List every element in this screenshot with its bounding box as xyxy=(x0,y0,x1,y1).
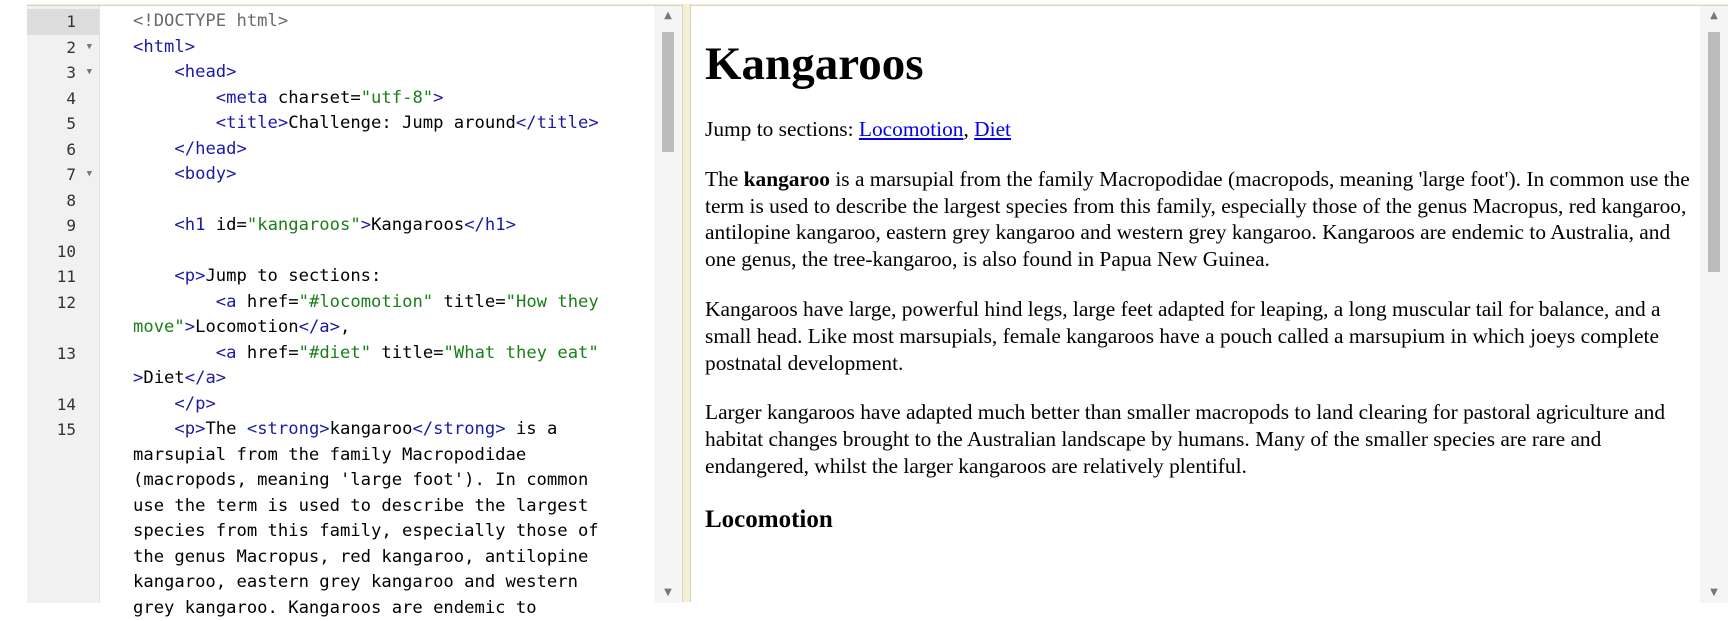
link-locomotion[interactable]: Locomotion xyxy=(858,117,964,141)
fold-arrow-icon[interactable]: ▼ xyxy=(86,41,92,52)
line-number: 11 xyxy=(56,267,76,286)
paragraph-anatomy: Kangaroos have large, powerful hind legs, large feet adapted for leaping, a long muscular tail for balance, and a small head. Like most marsupials, female kangaroos have a pouch called a marsupium in which joeys complete postnatal development. xyxy=(705,296,1661,375)
code-line[interactable] xyxy=(27,341,667,392)
line-number: 13 xyxy=(56,343,76,363)
pane-divider[interactable] xyxy=(682,4,691,602)
paragraph-intro-bold: kangaroo xyxy=(743,166,830,191)
code-text[interactable] xyxy=(99,188,667,214)
code-line[interactable] xyxy=(27,137,667,163)
code-text[interactable]: <a href="#diet" title="What they eat" >Diet</a> xyxy=(133,342,599,388)
code-editor[interactable] xyxy=(27,5,682,618)
line-number: 14 xyxy=(56,394,76,414)
code-text[interactable]: <p>Jump to sections: xyxy=(174,266,382,286)
preview-heading: Kangaroos xyxy=(705,38,924,90)
fold-arrow-icon[interactable]: ▼ xyxy=(86,169,92,179)
paragraph-intro xyxy=(705,166,1695,273)
scroll-down-arrow-icon[interactable]: ▼ xyxy=(664,587,672,598)
line-number: 8 xyxy=(66,190,76,210)
code-text[interactable]: <meta charset="utf-8"> xyxy=(215,87,444,108)
code-line[interactable] xyxy=(27,162,667,188)
code-line[interactable] xyxy=(27,290,667,341)
code-line[interactable] xyxy=(27,9,667,35)
fold-arrow-icon[interactable]: ▼ xyxy=(86,67,92,77)
line-number: 9 xyxy=(66,216,76,235)
code-line[interactable] xyxy=(27,213,667,239)
code-text[interactable]: <p>The <strong>kangaroo</strong> is a marsupial from the family Macropodidae (macropods, meaning 'large foot'). In common use the term is used to describe the largest species from this family, especially those of the genus Macropus, red kangaroo, antilopine kangaroo, eastern grey kangaroo and western grey kangaroo. Kangaroos are endemic to xyxy=(133,419,599,618)
line-number: 5 xyxy=(66,114,76,133)
line-number: 15 xyxy=(56,420,76,439)
line-number: 4 xyxy=(66,88,76,108)
line-number: 1 xyxy=(27,9,99,35)
editor-scrollbar-thumb[interactable] xyxy=(662,32,674,152)
line-number: 12 xyxy=(56,292,76,312)
code-line[interactable] xyxy=(27,188,667,214)
jump-label: Jump to sections: xyxy=(705,117,859,141)
scroll-up-arrow-icon[interactable]: ▲ xyxy=(664,10,672,21)
code-line[interactable] xyxy=(27,86,667,112)
code-text[interactable]: <!DOCTYPE html> xyxy=(133,11,289,31)
code-line[interactable] xyxy=(27,35,667,61)
line-number: 6 xyxy=(66,139,76,159)
preview-pane xyxy=(691,5,1728,603)
app-window xyxy=(27,4,1728,618)
code-text[interactable]: <head> xyxy=(174,62,237,82)
code-line[interactable] xyxy=(27,392,667,418)
code-line[interactable] xyxy=(27,239,667,265)
code-text[interactable] xyxy=(99,239,667,265)
code-line[interactable] xyxy=(27,60,667,86)
line-number: 3 ▼ xyxy=(27,60,99,86)
paragraph-habitat: Larger kangaroos have adapted much better than smaller macropods to land clearing for pastoral agriculture and habitat changes brought to the Australian landscape by humans. Many of the smaller species are rare and endangered, whilst the larger kangaroos are relatively plentiful. xyxy=(705,400,1666,478)
scroll-up-arrow-icon[interactable]: ▲ xyxy=(1710,10,1718,21)
code-text[interactable]: <a href="#locomotion" title="How they move">Locomotion</a>, xyxy=(133,291,599,337)
code-line[interactable] xyxy=(27,264,667,290)
preview-content xyxy=(705,6,1695,536)
link-diet[interactable]: Diet xyxy=(974,117,1011,141)
code-text[interactable]: </head> xyxy=(174,138,247,159)
section-heading-locomotion: Locomotion xyxy=(705,505,833,533)
code-line[interactable] xyxy=(27,417,667,621)
line-number: 7 ▼ xyxy=(27,162,99,188)
code-text[interactable]: <html> xyxy=(133,36,196,57)
code-line[interactable] xyxy=(27,111,667,137)
code-text[interactable]: <body> xyxy=(174,164,237,184)
code-text[interactable]: </p> xyxy=(174,393,216,414)
code-lines[interactable] xyxy=(27,9,667,621)
paragraph-intro-lead: The xyxy=(705,166,744,191)
preview-scrollbar[interactable] xyxy=(1700,6,1728,603)
line-number: 10 xyxy=(56,241,76,261)
paragraph-intro-rest: is a marsupial from the family Macropodidae (macropods, meaning 'large foot'). In common use the term is used to describe the largest species from this family, especially those of the genus Macropus, red kangaroo, antilopine kangaroo, eastern grey kangaroo and western grey kangaroo. Kangaroos are endemic to Australia, and one genus, the tree-kangaroo, is also found in Papua New Guinea. xyxy=(705,166,1690,272)
code-text[interactable]: <title>Challenge: Jump around</title> xyxy=(215,113,599,133)
line-number: 2 ▼ xyxy=(27,35,99,61)
preview-scrollbar-thumb[interactable] xyxy=(1708,32,1720,272)
code-text[interactable]: <h1 id="kangaroos">Kangaroos</h1> xyxy=(174,215,516,235)
link-separator: , xyxy=(963,117,975,141)
editor-scrollbar[interactable] xyxy=(654,6,682,603)
jump-sections xyxy=(705,116,1695,143)
scroll-down-arrow-icon[interactable]: ▼ xyxy=(1710,587,1718,598)
